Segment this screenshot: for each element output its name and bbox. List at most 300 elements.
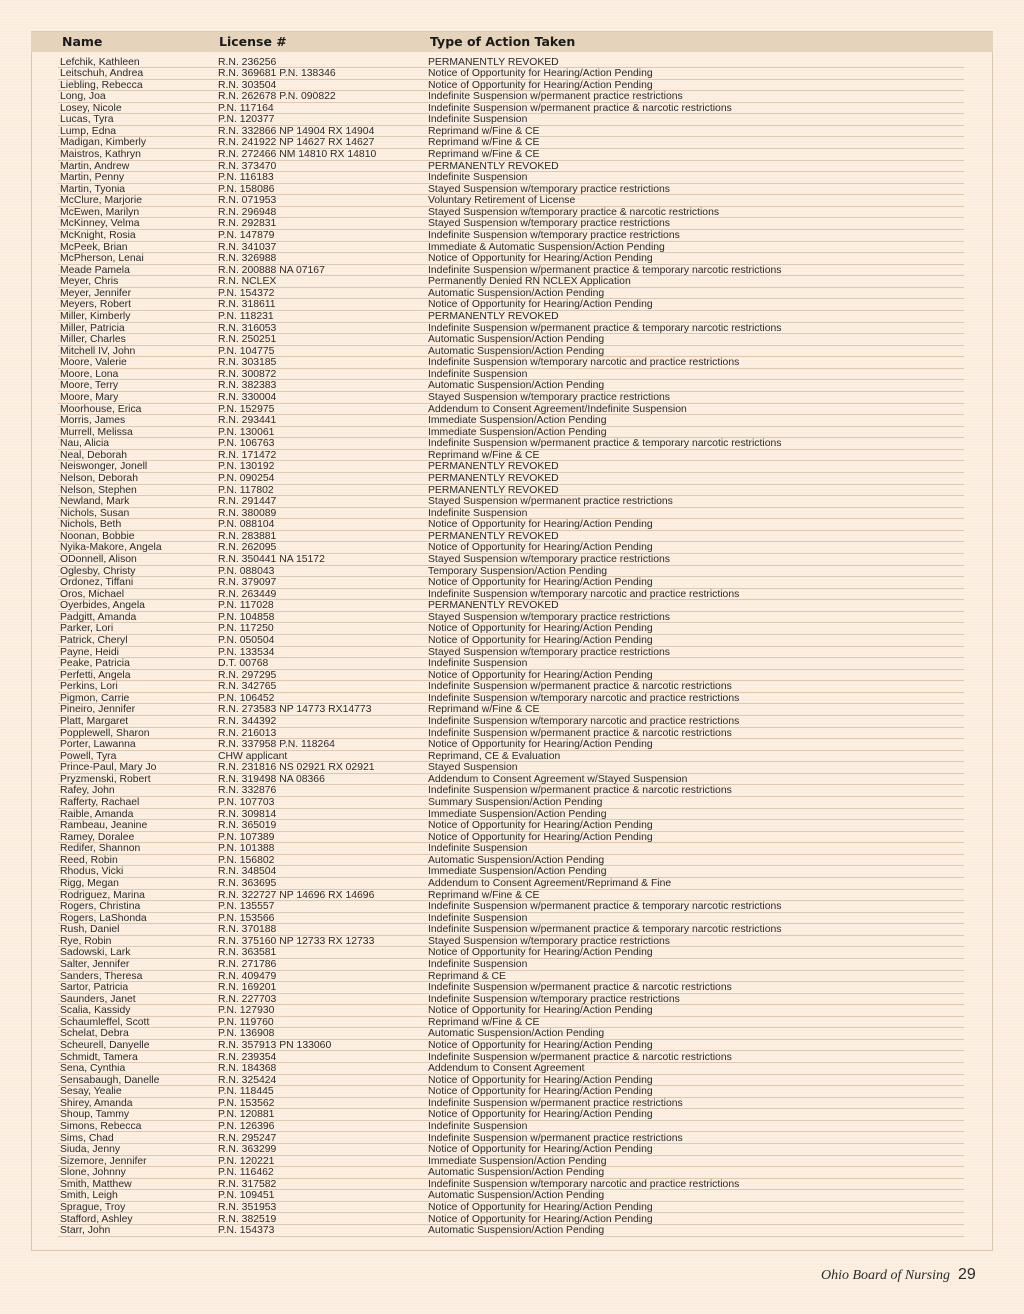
row-license: P.N. 117802 <box>218 484 274 496</box>
table-row <box>58 947 964 959</box>
row-license: R.N. 382383 <box>218 380 277 392</box>
row-license: P.N. 136908 <box>218 1028 275 1040</box>
row-license: P.N. 120377 <box>218 114 275 126</box>
table-row <box>58 508 964 520</box>
row-action: Notice of Opportunity for Hearing/Action Pending <box>428 1039 653 1051</box>
table-row <box>58 843 964 855</box>
row-action: Addendum to Consent Agreement w/Stayed Suspension <box>428 773 688 785</box>
table-row <box>58 878 964 890</box>
row-license: R.N. 344392 <box>218 715 277 727</box>
row-action: Automatic Suspension/Action Pending <box>428 380 605 392</box>
row-name: Sprague, Troy <box>60 1201 126 1213</box>
row-name: Nau, Alicia <box>60 438 110 450</box>
row-license: R.N. 365019 <box>218 820 277 832</box>
row-license: P.N. 116183 <box>218 172 274 184</box>
row-action: Notice of Opportunity for Hearing/Action Pending <box>428 542 653 554</box>
row-license: R.N. 317582 <box>218 1178 277 1190</box>
row-license: P.N. 104858 <box>218 611 275 623</box>
table-row <box>58 242 964 254</box>
row-license: R.N. 263449 <box>218 588 277 600</box>
row-action: PERMANENTLY REVOKED <box>428 461 559 473</box>
table-row <box>58 450 964 462</box>
table-row <box>58 890 964 902</box>
row-license: P.N. 130192 <box>218 461 275 473</box>
row-license: R.N. 316053 <box>218 322 277 334</box>
row-name: Schaumleffel, Scott <box>60 1016 150 1028</box>
row-action: Indefinite Suspension w/temporary narcotic and practice restrictions <box>428 588 740 600</box>
row-license: R.N. 337958 P.N. 118264 <box>218 739 335 751</box>
row-name: Siuda, Jenny <box>60 1144 121 1156</box>
table-row <box>58 137 964 149</box>
row-action: Indefinite Suspension <box>428 658 528 670</box>
table-row <box>58 1214 964 1226</box>
row-license: P.N. 088043 <box>218 565 275 577</box>
table-row <box>58 392 964 404</box>
row-action: Indefinite Suspension w/permanent practice & narcotic restrictions <box>428 102 732 114</box>
row-name: Slone, Johnny <box>60 1167 126 1179</box>
row-license: R.N. 271786 <box>218 958 277 970</box>
row-name: Pigmon, Carrie <box>60 692 130 704</box>
row-license: R.N. 295247 <box>218 1132 277 1144</box>
row-name: Meyer, Chris <box>60 276 119 288</box>
row-license: P.N. 156802 <box>218 854 275 866</box>
row-license: R.N. 325424 <box>218 1074 277 1086</box>
table-row <box>58 1190 964 1202</box>
row-name: Stafford, Ashley <box>60 1213 133 1225</box>
row-name: Mitchell IV, John <box>60 345 136 357</box>
row-action: Notice of Opportunity for Hearing/Action Pending <box>428 635 653 646</box>
row-license: P.N. 119760 <box>218 1016 274 1028</box>
row-license: R.N. NCLEX <box>218 276 277 288</box>
row-license: R.N. 332866 NP 14904 RX 14904 <box>218 125 375 137</box>
row-license: R.N. 300872 <box>218 368 277 380</box>
row-name: Rigg, Megan <box>60 877 119 889</box>
row-action: Notice of Opportunity for Hearing/Action Pending <box>428 669 653 681</box>
row-action: Indefinite Suspension w/permanent practice & temporary narcotic restrictions <box>428 901 782 913</box>
row-license: P.N. 101388 <box>218 843 275 855</box>
row-name: Smith, Matthew <box>60 1178 132 1190</box>
row-name: Moorhouse, Erica <box>60 403 142 415</box>
table-row <box>58 1121 964 1133</box>
row-license: R.N. 351953 <box>218 1201 277 1213</box>
table-row <box>58 728 964 740</box>
row-name: Oyerbides, Angela <box>60 600 145 612</box>
table-row <box>58 288 964 300</box>
table-row <box>58 172 964 184</box>
row-action: Indefinite Suspension w/temporary narcotic and practice restrictions <box>428 357 740 369</box>
row-name: Salter, Jennifer <box>60 958 130 970</box>
row-action: Notice of Opportunity for Hearing/Action Pending <box>428 947 653 959</box>
table-row <box>58 496 964 508</box>
row-action: PERMANENTLY REVOKED <box>428 530 559 542</box>
table-row <box>58 866 964 878</box>
row-name: Ramey, Doralee <box>60 831 135 843</box>
row-license: P.N. 117028 <box>218 600 274 612</box>
row-action: Reprimand w/Fine & CE <box>428 149 540 161</box>
row-name: Scheurell, Danyelle <box>60 1039 150 1051</box>
row-name: Raible, Amanda <box>60 808 134 820</box>
table-row <box>58 1144 964 1156</box>
table-row <box>58 809 964 821</box>
row-action: Permanently Denied RN NCLEX Application <box>428 276 631 288</box>
row-action: Indefinite Suspension <box>428 368 528 380</box>
row-license: R.N. 239354 <box>218 1051 277 1063</box>
row-license: R.N. 332876 <box>218 785 277 797</box>
row-name: Ordonez, Tiffani <box>60 577 134 589</box>
row-name: Long, Joa <box>60 91 106 103</box>
row-license: P.N. 154372 <box>218 287 275 299</box>
table-row <box>58 276 964 288</box>
table-row <box>58 600 964 612</box>
table-row <box>58 91 964 103</box>
row-license: P.N. 152975 <box>218 403 275 415</box>
row-action: Indefinite Suspension w/permanent practice & narcotic restrictions <box>428 681 732 693</box>
row-name: Simons, Rebecca <box>60 1120 142 1132</box>
row-name: Rhodus, Vicki <box>60 866 124 878</box>
row-name: Saunders, Janet <box>60 993 136 1005</box>
table-row <box>58 936 964 948</box>
row-name: Popplewell, Sharon <box>60 727 150 739</box>
row-action: Notice of Opportunity for Hearing/Action Pending <box>428 739 653 751</box>
table-row <box>58 1179 964 1191</box>
publication-title: Ohio Board of Nursing <box>821 1268 950 1283</box>
row-license: P.N. 118231 <box>218 311 274 323</box>
table-row <box>58 311 964 323</box>
row-action: Reprimand, CE & Evaluation <box>428 750 561 762</box>
row-name: Miller, Patricia <box>60 322 125 334</box>
row-license: R.N. 236256 <box>218 56 277 68</box>
row-license: R.N. 309814 <box>218 808 277 820</box>
row-name: Madigan, Kimberly <box>60 137 147 149</box>
row-name: Nelson, Stephen <box>60 484 137 496</box>
row-name: Liebling, Rebecca <box>60 79 143 91</box>
row-action: Notice of Opportunity for Hearing/Action Pending <box>428 1109 653 1121</box>
row-name: Schmidt, Tamera <box>60 1051 138 1063</box>
row-action: Notice of Opportunity for Hearing/Action Pending <box>428 1086 653 1098</box>
table-row <box>58 623 964 635</box>
row-license: R.N. 272466 NM 14810 RX 14810 <box>218 149 377 161</box>
row-action: Stayed Suspension w/temporary practice restrictions <box>428 935 670 947</box>
row-name: Powell, Tyra <box>60 750 117 762</box>
row-name: Reed, Robin <box>60 854 118 866</box>
table-row <box>58 716 964 728</box>
table-row <box>58 855 964 867</box>
row-name: Rush, Daniel <box>60 924 120 936</box>
row-name: Parker, Lori <box>60 623 114 635</box>
row-action: Stayed Suspension w/temporary practice restrictions <box>428 218 670 230</box>
row-license: R.N. 292831 <box>218 218 277 230</box>
table-row <box>58 1017 964 1029</box>
row-name: Miller, Charles <box>60 334 126 346</box>
row-action: Indefinite Suspension <box>428 912 528 924</box>
row-action: Indefinite Suspension w/permanent practice & temporary narcotic restrictions <box>428 438 782 450</box>
table-row <box>58 334 964 346</box>
row-action: Indefinite Suspension w/temporary narcotic and practice restrictions <box>428 1178 740 1190</box>
row-action: Automatic Suspension/Action Pending <box>428 334 605 346</box>
row-action: Indefinite Suspension w/temporary practice restrictions <box>428 993 680 1005</box>
row-license: P.N. 126396 <box>218 1120 275 1132</box>
row-license: R.N. 216013 <box>218 727 277 739</box>
row-action: Automatic Suspension/Action Pending <box>428 1167 605 1179</box>
row-license: P.N. 104775 <box>218 345 275 357</box>
row-action: Notice of Opportunity for Hearing/Action Pending <box>428 1201 653 1213</box>
row-name: Sena, Cynthia <box>60 1063 126 1075</box>
table-row <box>58 80 964 92</box>
row-action: Stayed Suspension w/temporary practice restrictions <box>428 554 670 565</box>
row-action: Summary Suspension/Action Pending <box>428 796 603 808</box>
row-action: Indefinite Suspension w/permanent practice & narcotic restrictions <box>428 727 732 739</box>
table-row <box>58 369 964 381</box>
row-license: R.N. 341037 <box>218 241 277 253</box>
table-row <box>58 323 964 335</box>
row-action: Notice of Opportunity for Hearing/Action Pending <box>428 1213 653 1225</box>
row-action: Indefinite Suspension <box>428 1120 528 1132</box>
row-name: Padgitt, Amanda <box>60 611 137 623</box>
row-license: P.N. 107389 <box>218 831 275 843</box>
row-name: Martin, Penny <box>60 172 125 184</box>
table-row <box>58 751 964 763</box>
row-action: Immediate & Automatic Suspension/Action Pending <box>428 241 665 253</box>
row-action: Automatic Suspension/Action Pending <box>428 1028 605 1040</box>
row-name: Maistros, Kathryn <box>60 149 141 161</box>
row-license: R.N. 370188 <box>218 924 277 936</box>
row-name: Sartor, Patricia <box>60 982 129 994</box>
table-row <box>58 982 964 994</box>
row-name: Noonan, Bobbie <box>60 530 135 542</box>
row-name: Payne, Heidi <box>60 646 119 658</box>
row-name: Pryzmenski, Robert <box>60 773 151 785</box>
row-name: Nichols, Beth <box>60 519 122 531</box>
row-name: Neiswonger, Jonell <box>60 461 148 473</box>
row-name: Lefchik, Kathleen <box>60 56 140 68</box>
table-row <box>58 1202 964 1214</box>
row-name: Rodriguez, Marina <box>60 889 145 901</box>
row-action: Automatic Suspension/Action Pending <box>428 1190 605 1202</box>
row-license: P.N. 154373 <box>218 1225 275 1237</box>
row-name: Rogers, LaShonda <box>60 912 147 924</box>
row-license: R.N. 291447 <box>218 496 277 508</box>
row-action: Immediate Suspension/Action Pending <box>428 415 607 427</box>
row-action: Notice of Opportunity for Hearing/Action Pending <box>428 519 653 531</box>
row-license: R.N. 379097 <box>218 577 277 589</box>
row-license: P.N. 147879 <box>218 230 275 242</box>
row-name: Meyer, Jennifer <box>60 287 132 299</box>
row-action: Stayed Suspension w/temporary practice restrictions <box>428 646 670 658</box>
row-name: Moore, Lona <box>60 368 119 380</box>
row-name: Morris, James <box>60 415 126 427</box>
row-license: R.N. 375160 NP 12733 RX 12733 <box>218 935 375 947</box>
row-name: Martin, Tyonia <box>60 183 126 195</box>
table-row <box>58 1167 964 1179</box>
table-row <box>58 195 964 207</box>
table-row <box>58 1063 964 1075</box>
row-name: Lucas, Tyra <box>60 114 114 126</box>
row-license: R.N. 348504 <box>218 866 277 878</box>
row-action: Notice of Opportunity for Hearing/Action Pending <box>428 79 653 91</box>
row-action: Indefinite Suspension w/temporary narcotic and practice restrictions <box>428 692 740 704</box>
row-action: Indefinite Suspension w/temporary narcotic and practice restrictions <box>428 715 740 727</box>
table-row <box>58 994 964 1006</box>
table-row <box>58 438 964 450</box>
row-license: P.N. 153562 <box>218 1097 275 1109</box>
table-row <box>58 1028 964 1040</box>
row-action: Reprimand w/Fine & CE <box>428 704 540 716</box>
row-name: Prince-Paul, Mary Jo <box>60 762 157 774</box>
row-name: Moore, Mary <box>60 392 119 404</box>
row-license: R.N. 184368 <box>218 1063 277 1075</box>
table-row <box>58 1225 964 1237</box>
table-row <box>58 1156 964 1168</box>
row-name: Scalia, Kassidy <box>60 1005 131 1017</box>
row-action: Stayed Suspension w/temporary practice restrictions <box>428 611 670 623</box>
row-action: Reprimand w/Fine & CE <box>428 1016 540 1028</box>
row-name: Neal, Deborah <box>60 449 128 461</box>
row-action: Indefinite Suspension w/permanent practice restrictions <box>428 1097 683 1109</box>
header-action: Type of Action Taken <box>430 34 576 49</box>
table-row <box>58 797 964 809</box>
row-license: P.N. 117164 <box>218 102 274 114</box>
row-action: Notice of Opportunity for Hearing/Action Pending <box>428 68 653 80</box>
row-license: P.N. 109451 <box>218 1190 275 1202</box>
row-action: PERMANENTLY REVOKED <box>428 484 559 496</box>
row-action: Notice of Opportunity for Hearing/Action Pending <box>428 1074 653 1086</box>
row-name: Sensabaugh, Danelle <box>60 1074 160 1086</box>
row-action: Voluntary Retirement of License <box>428 195 576 207</box>
row-action: Indefinite Suspension w/permanent practice & temporary narcotic restrictions <box>428 924 782 936</box>
table-row <box>58 346 964 358</box>
row-license: R.N. 326988 <box>218 253 277 265</box>
row-license: P.N. 153566 <box>218 912 275 924</box>
table-row <box>58 218 964 230</box>
row-action: Indefinite Suspension w/permanent practice & temporary narcotic restrictions <box>428 264 782 276</box>
row-license: R.N. 241922 NP 14627 RX 14627 <box>218 137 375 149</box>
row-action: Indefinite Suspension w/permanent practice restrictions <box>428 1132 683 1144</box>
row-license: R.N. 296948 <box>218 206 277 218</box>
table-row <box>58 612 964 624</box>
table-row <box>58 207 964 219</box>
table-row <box>58 1133 964 1145</box>
row-action: Notice of Opportunity for Hearing/Action Pending <box>428 253 653 265</box>
row-name: Porter, Lawanna <box>60 739 136 751</box>
row-name: McEwen, Marilyn <box>60 206 140 218</box>
row-license: R.N. 330004 <box>218 392 277 404</box>
row-license: P.N. 050504 <box>218 635 275 646</box>
row-name: Murrell, Melissa <box>60 426 133 438</box>
row-action: Stayed Suspension w/temporary practice & narcotic restrictions <box>428 206 720 218</box>
row-license: P.N. 135557 <box>218 901 275 913</box>
row-name: McPherson, Lenai <box>60 253 144 265</box>
row-name: Sesay, Yealie <box>60 1086 122 1098</box>
table-row <box>58 126 964 138</box>
row-action: Reprimand w/Fine & CE <box>428 889 540 901</box>
table-row <box>58 774 964 786</box>
row-license: P.N. 118445 <box>218 1086 274 1098</box>
row-license: R.N. 262678 P.N. 090822 <box>218 91 336 103</box>
row-license: R.N. 171472 <box>218 449 277 461</box>
table-row <box>58 566 964 578</box>
table-row <box>58 1098 964 1110</box>
table-row <box>58 149 964 161</box>
row-name: Lump, Edna <box>60 125 117 137</box>
row-name: Oglesby, Christy <box>60 565 136 577</box>
row-license: R.N. 297295 <box>218 669 277 681</box>
row-action: Addendum to Consent Agreement/Reprimand & Fine <box>428 877 672 889</box>
row-license: P.N. 106763 <box>218 438 275 450</box>
row-action: PERMANENTLY REVOKED <box>428 160 559 172</box>
row-name: Martin, Andrew <box>60 160 130 172</box>
row-license: CHW applicant <box>218 750 288 762</box>
table-row <box>58 230 964 242</box>
row-license: P.N. 116462 <box>218 1167 274 1179</box>
row-name: Shoup, Tammy <box>60 1109 130 1121</box>
row-name: Rambeau, Jeanine <box>60 820 148 832</box>
row-name: Sanders, Theresa <box>60 970 143 982</box>
table-row <box>58 1040 964 1052</box>
table-row <box>58 554 964 566</box>
table-row <box>58 670 964 682</box>
row-license: R.N. 303504 <box>218 79 277 91</box>
row-name: Redifer, Shannon <box>60 843 141 855</box>
table-row <box>58 959 964 971</box>
row-action: Addendum to Consent Agreement/Indefinite Suspension <box>428 403 687 415</box>
row-license: P.N. 120221 <box>218 1155 275 1167</box>
row-action: Stayed Suspension w/temporary practice restrictions <box>428 183 670 195</box>
row-action: Indefinite Suspension w/permanent practice & narcotic restrictions <box>428 982 732 994</box>
row-action: Stayed Suspension <box>428 762 518 774</box>
row-name: Shirey, Amanda <box>60 1097 133 1109</box>
row-name: Miller, Kimberly <box>60 311 131 323</box>
row-license: R.N. 373470 <box>218 160 277 172</box>
row-action: PERMANENTLY REVOKED <box>428 473 559 485</box>
row-license: R.N. 283881 <box>218 530 277 542</box>
row-action: Reprimand w/Fine & CE <box>428 137 540 149</box>
row-name: Meyers, Robert <box>60 299 132 311</box>
row-action: Indefinite Suspension w/permanent practice & narcotic restrictions <box>428 785 732 797</box>
row-name: Peake, Patricia <box>60 658 130 670</box>
row-action: Addendum to Consent Agreement <box>428 1063 585 1075</box>
row-name: Sizemore, Jennifer <box>60 1155 147 1167</box>
row-name: Moore, Terry <box>60 380 119 392</box>
table-row <box>58 103 964 115</box>
row-name: Meade Pamela <box>60 264 130 276</box>
row-license: R.N. 227703 <box>218 993 277 1005</box>
table-row <box>58 1005 964 1017</box>
row-name: Nyika-Makore, Angela <box>60 542 162 554</box>
row-license: R.N. 409479 <box>218 970 277 982</box>
row-name: Rafey, John <box>60 785 115 797</box>
row-name: Pineiro, Jennifer <box>60 704 136 716</box>
row-license: R.N. 363299 <box>218 1144 277 1156</box>
row-name: Moore, Valerie <box>60 357 127 369</box>
row-name: Perkins, Lori <box>60 681 118 693</box>
row-action: Automatic Suspension/Action Pending <box>428 287 605 299</box>
row-name: Leitschuh, Andrea <box>60 68 144 80</box>
row-name: McClure, Marjorie <box>60 195 142 207</box>
table-row <box>58 473 964 485</box>
table-row <box>58 658 964 670</box>
row-action: PERMANENTLY REVOKED <box>428 311 559 323</box>
row-license: P.N. 117250 <box>218 623 274 635</box>
row-license: R.N. 380089 <box>218 507 277 519</box>
row-action: PERMANENTLY REVOKED <box>428 56 559 68</box>
row-action: Indefinite Suspension <box>428 958 528 970</box>
table-row <box>58 531 964 543</box>
row-license: P.N. 130061 <box>218 426 275 438</box>
row-license: R.N. 169201 <box>218 982 277 994</box>
row-action: Notice of Opportunity for Hearing/Action Pending <box>428 299 653 311</box>
table-row <box>58 1052 964 1064</box>
row-action: Notice of Opportunity for Hearing/Action Pending <box>428 577 653 589</box>
